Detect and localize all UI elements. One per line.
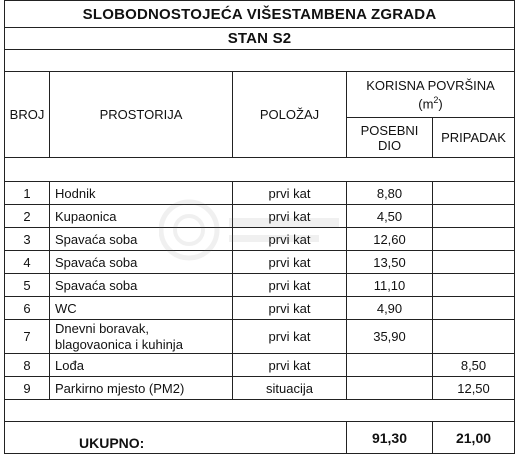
table-row: 3 Spavaća soba prvi kat 12,60 [5,228,515,251]
spacer-row [5,50,515,72]
table-row: 2 Kupaonica prvi kat 4,50 [5,205,515,228]
header-posebni-dio: POSEBNI DIO [347,118,433,158]
table-row: 6 WC prvi kat 4,90 [5,297,515,320]
spacer-row [5,400,515,422]
header-unit: $(m^2)$ [418,94,443,112]
table-row: 1 Hodnik prvi kat 8,80 [5,182,515,205]
table-row: 7 Dnevni boravak, blagovaonica i kuhinja prvi kat 35,90 [5,320,515,354]
header-broj: BROJ [5,72,50,158]
header-prostorija: PROSTORIJA [50,72,233,158]
spacer-row [5,158,515,182]
header-korisna-povrsina-label: KORISNA POVRŠINA [366,77,495,93]
total-row [5,422,515,454]
table-row: 4 Spavaća soba prvi kat 13,50 [5,251,515,274]
header-polozaj: POLOŽAJ [233,72,347,158]
total-pripadak: 21,00 [433,422,515,454]
table-row: 9 Parkirno mjesto (PM2) situacija 12,50 [5,377,515,400]
header-korisna-povrsina [347,72,515,118]
apartment-area-sheet [4,0,514,453]
header-pripadak: PRIPADAK [433,118,515,158]
area-table [4,0,515,454]
total-posebni: 91,30 [347,422,433,454]
apartment-label: STAN S2 [5,28,515,50]
total-label: UKUPNO: [5,422,347,454]
table-row: 5 Spavaća soba prvi kat 11,10 [5,274,515,297]
table-row: 8 Lođa prvi kat 8,50 [5,354,515,377]
document-title: SLOBODNOSTOJEĆA VIŠESTAMBENA ZGRADA [5,1,515,28]
